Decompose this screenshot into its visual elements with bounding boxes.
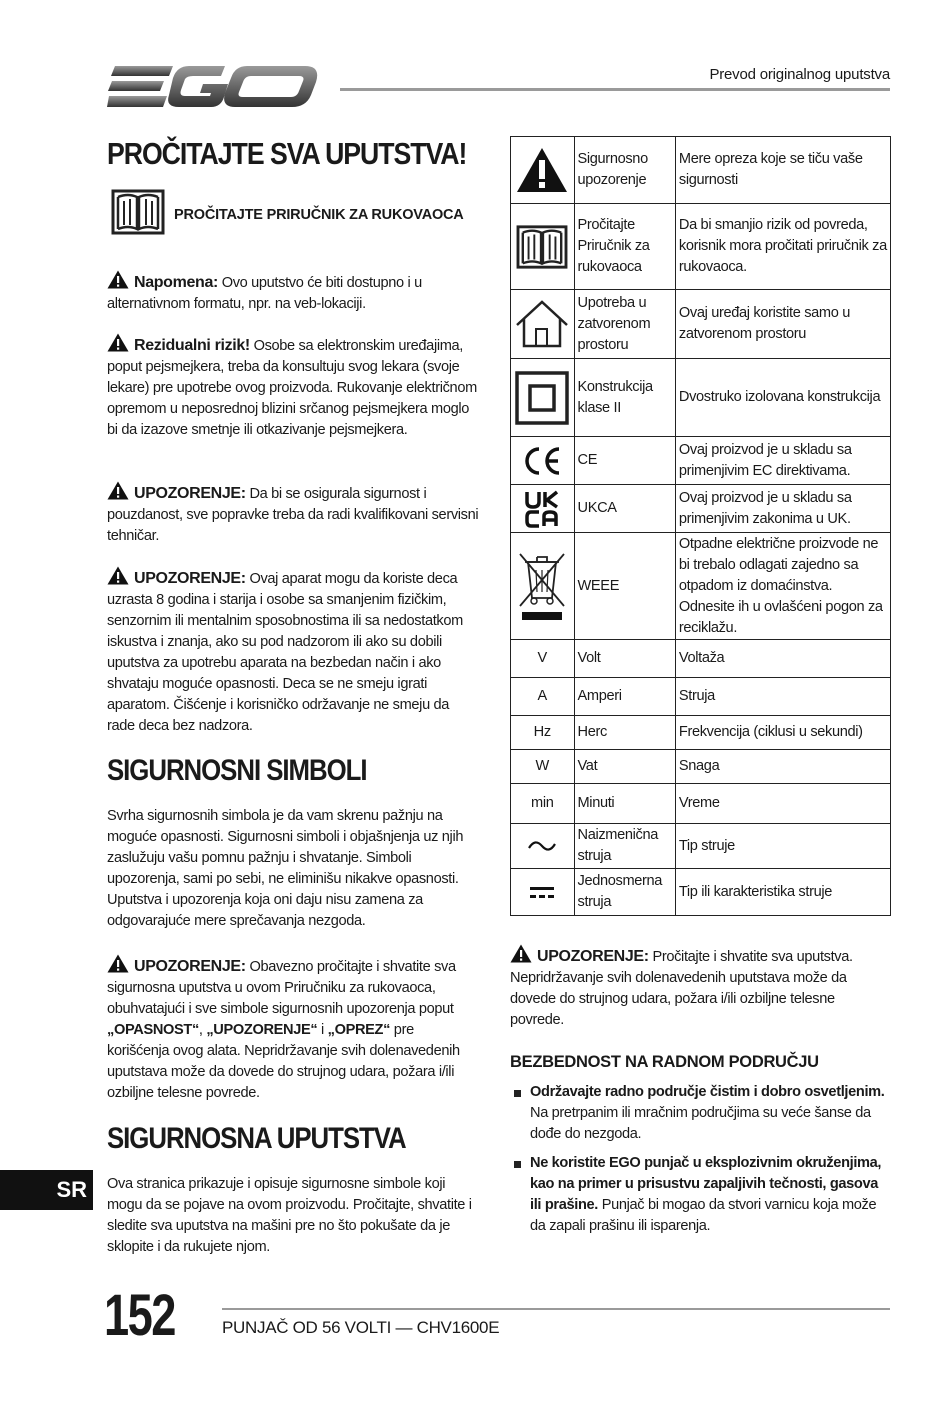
table-cell-symbol: V — [511, 640, 575, 678]
table-row — [511, 678, 891, 716]
table-row — [511, 640, 891, 678]
table-cell-desc: Vreme — [675, 784, 890, 824]
table-cell-icon — [511, 437, 575, 485]
table-row — [511, 824, 891, 869]
table-cell-symbol: Hz — [511, 716, 575, 750]
header-rule — [340, 88, 890, 91]
bullet-square-icon — [514, 1090, 521, 1097]
table-cell-name: WEEE — [574, 533, 675, 640]
table-cell-icon — [511, 204, 575, 290]
table-cell-name: Upotreba u zatvorenom prostoru — [574, 290, 675, 359]
table-cell-name: Minuti — [574, 784, 675, 824]
read-manual-banner — [110, 187, 490, 239]
warning-repair-paragraph — [107, 481, 479, 547]
ukca-mark-icon — [524, 490, 560, 528]
table-cell-icon — [511, 869, 575, 916]
note-text: Ovo uputstvo će biti dostupno i u alternativnom formatu, npr. na veb-lokaciji. — [107, 275, 422, 312]
bullet-square-icon — [514, 1161, 521, 1168]
warning-triangle-icon — [107, 481, 129, 500]
warning-read-instructions-paragraph — [510, 944, 890, 1031]
warning-lead: UPOZORENJE: — [134, 570, 246, 587]
note-lead: Napomena: — [134, 274, 218, 291]
table-cell-desc: Ovaj proizvod je u skladu sa primenjivim EC direktivama. — [675, 437, 890, 485]
language-tab — [0, 1170, 93, 1210]
table-cell-desc: Otpadne električne proizvode ne bi trebalo odlagati zajedno sa otpadom iz domaćinstva. Odnesite ih u ovlašćeni pogon za reciklažu. — [675, 533, 890, 640]
heading-safety-instructions: SIGURNOSNA UPUTSTVA — [107, 1122, 406, 1155]
table-cell-icon — [511, 137, 575, 204]
table-row — [511, 485, 891, 533]
table-cell-desc: Tip struje — [675, 824, 890, 869]
bullet-text: Punjač bi mogao da stvori varnicu koja može da zapali prašinu ili isparenja. — [530, 1197, 877, 1234]
table-cell-icon — [511, 824, 575, 869]
table-cell-symbol: A — [511, 678, 575, 716]
note-paragraph — [107, 270, 479, 315]
warning-triangle-icon — [107, 270, 129, 289]
warning-lead: UPOZORENJE: — [134, 485, 246, 502]
header-title: Prevod originalnog uputstva — [709, 66, 890, 83]
list-item — [512, 1153, 892, 1237]
direct-current-icon — [529, 885, 555, 899]
language-code: SR — [56, 1177, 87, 1202]
residual-risk-paragraph — [107, 333, 479, 441]
read-manual-icon — [110, 187, 166, 237]
table-cell-desc: Voltaža — [675, 640, 890, 678]
signal-word-warning: „UPOZORENJE“ — [206, 1022, 318, 1038]
table-cell-name: CE — [574, 437, 675, 485]
warning-triangle-icon — [107, 566, 129, 585]
alternating-current-icon — [527, 838, 557, 854]
table-row — [511, 716, 891, 750]
table-cell-name: Jednosmerna struja — [574, 869, 675, 916]
bullet-text: Na pretrpanim ili mračnim područjima su veće šanse da dođe do nezgoda. — [530, 1105, 871, 1142]
table-cell-desc: Ovaj proizvod je u skladu sa primenjivim zakonima u UK. — [675, 485, 890, 533]
table-row — [511, 359, 891, 437]
bullet-bold-text: Održavajte radno područje čistim i dobro osvetljenim. — [530, 1084, 885, 1100]
table-cell-symbol: W — [511, 750, 575, 784]
table-row — [511, 437, 891, 485]
table-row — [511, 869, 891, 916]
table-cell-desc: Tip ili karakteristika struje — [675, 869, 890, 916]
warning-text: Da bi se osigurala sigurnost i pouzdanost, sve popravke treba da radi kvalifikovani servisni tehničar. — [107, 486, 479, 544]
warning-children-paragraph — [107, 566, 479, 737]
heading-work-area-safety: BEZBEDNOST NA RADNOM PODRUČJU — [510, 1053, 819, 1071]
heading-safety-symbols: SIGURNOSNI SIMBOLI — [107, 754, 367, 787]
table-row — [511, 204, 891, 290]
warning-lead: UPOZORENJE: — [537, 948, 649, 965]
table-cell-name: Pročitajte Priručnik za rukovaoca — [574, 204, 675, 290]
separator: i — [321, 1022, 324, 1038]
table-cell-desc: Mere opreza koje se tiču vaše sigurnosti — [675, 137, 890, 204]
table-cell-icon — [511, 485, 575, 533]
residual-lead: Rezidualni rizik! — [134, 337, 250, 354]
table-row — [511, 137, 891, 204]
table-cell-name: Sigurnosno upozorenje — [574, 137, 675, 204]
footer-product: PUNJAČ OD 56 VOLTI — CHV1600E — [222, 1318, 500, 1337]
warning-triangle-icon — [107, 333, 129, 352]
table-cell-name: Herc — [574, 716, 675, 750]
table-cell-name: Naizmenična struja — [574, 824, 675, 869]
warning-lead: UPOZORENJE: — [134, 958, 246, 975]
table-cell-name: Vat — [574, 750, 675, 784]
table-cell-icon — [511, 533, 575, 640]
table-cell-desc: Snaga — [675, 750, 890, 784]
separator: , — [198, 1022, 203, 1038]
bullet-bold-text: Ne koristite EGO punjač u eksplozivnim okruženjima, kao na primer u prisustvu zapaljivih tečnosti, gasova ili prašine. — [530, 1155, 882, 1213]
indoor-house-icon — [514, 299, 570, 349]
symbols-intro-paragraph: Svrha sigurnosnih simbola je da vam skrenu pažnju na moguće opasnosti. Sigurnosni simboli i objašnjenja uz njih zaslužuju vašu pomnu pažnju i shvatanje. Simboli upozorenja, sami po sebi, ne eliminišu nikakve opasnosti. Uputstva i upozorenja koja oni daju nisu zamena za odgovarajuće mere sprečavanja nezgoda. — [107, 808, 464, 929]
table-cell-icon — [511, 359, 575, 437]
table-row — [511, 533, 891, 640]
table-cell-icon — [511, 290, 575, 359]
class-ii-icon — [515, 371, 569, 425]
table-cell-name: Amperi — [574, 678, 675, 716]
table-cell-desc: Da bi smanjio rizik od povreda, korisnik mora pročitati priručnik za rukovaoca. — [675, 204, 890, 290]
read-manual-label: PROČITAJTE PRIRUČNIK ZA RUKOVAOCA — [174, 207, 464, 223]
warning-text: Ovaj aparat mogu da koriste deca uzrasta 8 godina i starija i osobe sa smanjenim fizičkim, senzornim ili mentalnim sposobnostima ili sa nedostatkom iskustva i znanja, ako su pod nadzorom ili ako su dobili uputstva za upotrebu aparata na bezbedan način i ako shvataju moguće opasnosti. Deca se ne smeju igrati aparatom. Čišćenje i korisničko održavanje ne smeju da rade deca bez nadzora. — [107, 571, 463, 734]
table-row — [511, 290, 891, 359]
table-row — [511, 784, 891, 824]
warning-triangle-icon — [515, 146, 569, 194]
table-cell-desc: Frekvencija (ciklusi u sekundi) — [675, 716, 890, 750]
warning-text-a: Obavezno pročitajte i shvatite sva sigurnosna uputstva u ovom Priručniku za rukovaoca, obuhvatajući i sve simbole sigurnosnih upozorenja poput — [107, 959, 456, 1017]
ego-logo — [107, 62, 319, 112]
page-number: 152 — [104, 1283, 175, 1348]
warning-text-b: pre korišćenja ovog alata. Nepridržavanje svih dolenavedenih uputstava može da dovede do strujnog udara, požara i/ili ozbiljne telesne povrede. — [107, 1022, 460, 1101]
safety-symbols-table — [510, 136, 891, 916]
weee-bin-icon — [516, 550, 568, 622]
table-cell-desc: Struja — [675, 678, 890, 716]
signal-word-danger: „OPASNOST“ — [107, 1022, 199, 1038]
table-cell-name: UKCA — [574, 485, 675, 533]
instructions-paragraph: Ova stranica prikazuje i opisuje sigurnosne simbole koji mogu da se pojave na ovom proizvodu. Pročitajte, shvatite i sledite sva uputstva na mašini pre no što pokušate da je sklopite i da rukujete njom. — [107, 1176, 472, 1255]
residual-text: Osobe sa elektronskim uređajima, poput pejsmejkera, treba da konsultuju svog lekara (svoje lekare) pre upotrebe ovog proizvoda. Rukovanje električnom opremom u neposrednoj blizini srčanog pejsmejkera moglo bi da izazove smetnje ili otkazivanje pejsmejkera. — [107, 338, 477, 438]
ce-mark-icon — [522, 446, 562, 476]
warning-read-all-paragraph — [107, 954, 479, 1104]
table-row — [511, 750, 891, 784]
read-manual-icon — [515, 223, 569, 271]
warning-text: Pročitajte i shvatite sva uputstva. Nepridržavanje svih dolenavedenih uputstava može da dovede do strujnog udara, požara i/ili ozbiljne telesne povrede. — [510, 949, 853, 1028]
warning-triangle-icon — [510, 944, 532, 963]
signal-word-caution: „OPREZ“ — [327, 1022, 391, 1038]
warning-triangle-icon — [107, 954, 129, 973]
table-cell-desc: Ovaj uređaj koristite samo u zatvorenom prostoru — [675, 290, 890, 359]
table-cell-symbol: min — [511, 784, 575, 824]
footer-rule — [222, 1308, 890, 1310]
table-cell-desc: Dvostruko izolovana konstrukcija — [675, 359, 890, 437]
heading-read-all: PROČITAJTE SVA UPUTSTVA! — [107, 136, 467, 171]
table-cell-name: Konstrukcija klase II — [574, 359, 675, 437]
table-cell-name: Volt — [574, 640, 675, 678]
list-item — [512, 1082, 892, 1145]
